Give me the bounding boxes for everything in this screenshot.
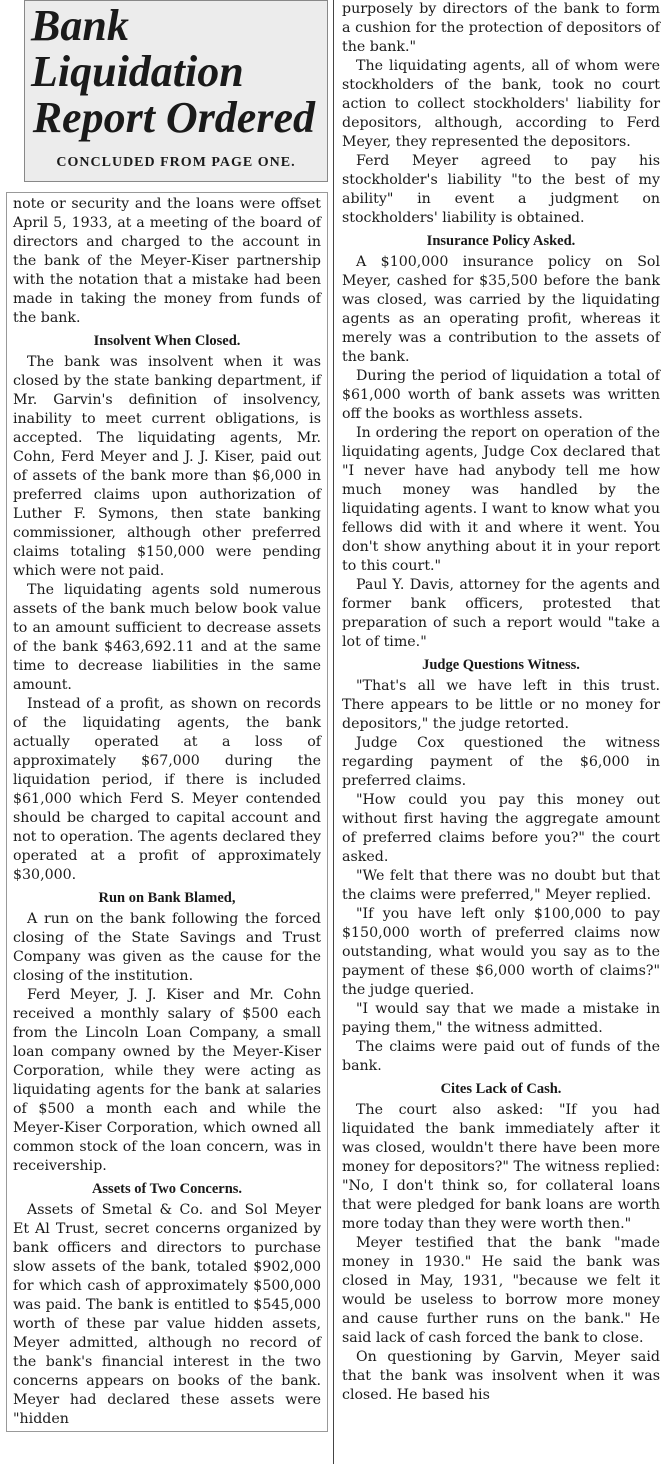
headline-line-1: Bank Liquidation (31, 1, 244, 96)
continuation-note: CONCLUDED FROM PAGE ONE. (56, 155, 296, 170)
paragraph: Ferd Meyer agreed to pay his stockholder's liability "to the best of my ability" in event a judgment on stockholders' liability is obtained. (342, 153, 660, 226)
article-text-left (6, 192, 328, 1432)
paragraph: The liquidating agents sold numerous assets of the bank much below book value to an amount sufficient to decrease assets of the bank $463,692.11 and at the same time to decrease liabilities in the same amount. (13, 582, 321, 693)
paragraph: A run on the bank following the forced closing of the State Savings and Trust Company was given as the cause for the closing of the institution. (13, 911, 321, 984)
paragraph: On questioning by Garvin, Meyer said that the bank was insolvent when it was closed. He based his (342, 1349, 660, 1403)
paragraph: Paul Y. Davis, attorney for the agents and former bank officers, protested that preparation of such a report would "take a lot of time." (342, 577, 660, 650)
subhead: Insurance Policy Asked. (426, 233, 576, 249)
headline-line-2: Report Ordered (32, 93, 315, 142)
paragraph: Assets of Smetal & Co. and Sol Meyer Et Al Trust, secret concerns organized by bank officers and directors to purchase slow assets of the bank, totaled $902,000 for which cash of approximately $500,000 was paid. The bank is entitled to $545,000 worth of these par value hidden assets, Meyer admitted, although no record of the bank's financial interest in the two concerns appears on books of the bank. Meyer had declared these assets were "hidden (13, 1202, 321, 1427)
column-rule (333, 0, 334, 1464)
paragraph: "How could you pay this money out without first having the aggregate amount of preferred claims before you?" the court asked. (342, 792, 660, 865)
paragraph: "If you have left only $100,000 to pay $150,000 worth of preferred claims now outstanding, what would you say as to the payment of these $6,000 worth of claims?" the judge queried. (342, 906, 660, 998)
subhead: Judge Questions Witness. (422, 657, 580, 673)
paragraph: "We felt that there was no doubt but that the claims were preferred," Meyer replied. (342, 868, 660, 903)
paragraph: The claims were paid out of funds of the bank. (342, 1039, 660, 1074)
paragraph: "I would say that we made a mistake in paying them," the witness admitted. (342, 1001, 660, 1036)
paragraph: The liquidating agents, all of whom were stockholders of the bank, took no court action to collect stockholders' liability for depositors, although, according to Ferd Meyer, they represented the depositors. (342, 58, 660, 150)
paragraph: Meyer testified that the bank "made money in 1930." He said the bank was closed in May, 1931, "because we felt it would be useless to borrow more money and cause further runs on the bank." He said lack of cash forced the bank to close. (342, 1235, 660, 1346)
paragraph: During the period of liquidation a total of $61,000 worth of bank assets was written off the books as worthless assets. (342, 368, 660, 422)
paragraph: Judge Cox questioned the witness regarding payment of the $6,000 in preferred claims. (342, 735, 660, 789)
paragraph: Instead of a profit, as shown on records of the liquidating agents, the bank actually operated at a loss of approximately $67,000 during the liquidation period, if there is included $61,000 which Ferd S. Meyer contended should be charged to capital account and not to operation. The agents declared they operated at a profit of approximately $30,000. (13, 696, 321, 883)
subhead: Insolvent When Closed. (93, 333, 241, 349)
subhead: Assets of Two Concerns. (91, 1181, 243, 1197)
paragraph: The bank was insolvent when it was closed by the state banking department, if Mr. Garvin's definition of insolvency, inability to meet current obligations, is accepted. The liquidating agents, Mr. Cohn, Ferd Meyer and J. J. Kiser, paid out of assets of the bank more than $6,000 in preferred claims upon authorization of Luther F. Symons, then state banking commissioner, although other preferred claims totaling $150,000 were pending which were not paid. (13, 354, 321, 579)
paragraph: A $100,000 insurance policy on Sol Meyer, cashed for $35,500 before the bank was closed, was carried by the liquidating agents as an operating profit, whereas it merely was a contribution to the assets of the bank. (342, 254, 660, 365)
paragraph: The court also asked: "If you had liquidated the bank immediately after it was closed, wouldn't there have been more money for depositors?" The witness replied: "No, I don't think so, for collateral loans that were pledged for bank loans are worth more today than they were worth then." (342, 1102, 660, 1232)
right-column (336, 0, 664, 1464)
paragraph: purposely by directors of the bank to form a cushion for the protection of depositors of the bank." (342, 1, 660, 55)
paragraph: "That's all we have left in this trust. There appears to be little or no money for depositors," the judge retorted. (342, 678, 660, 732)
paragraph: In ordering the report on operation of the liquidating agents, Judge Cox declared that "I never have had anybody tell me how much money was handled by the liquidating agents. I want to know what you fellows did with it and where it went. You don't show anything about it in your report to this court." (342, 425, 660, 574)
paragraph: note or security and the loans were offset April 5, 1933, at a meeting of the board of directors and charged to the account in the bank of the Meyer-Kiser partnership with the notation that a mistake had been made in taking the money from funds of the bank. (13, 196, 321, 326)
article-text-right (336, 0, 664, 1405)
subhead: Cites Lack of Cash. (440, 1081, 562, 1097)
headline-box (24, 0, 328, 182)
paragraph: Ferd Meyer, J. J. Kiser and Mr. Cohn received a monthly salary of $500 each from the Lincoln Loan Company, a small loan company owned by the Meyer-Kiser Corporation, while they were acting as liquidating agents for the bank at salaries of $500 a month each and while the Meyer-Kiser Corporation, which owned all common stock of the loan concern, was in receivership. (13, 987, 321, 1174)
subhead: Run on Bank Blamed, (98, 890, 236, 906)
